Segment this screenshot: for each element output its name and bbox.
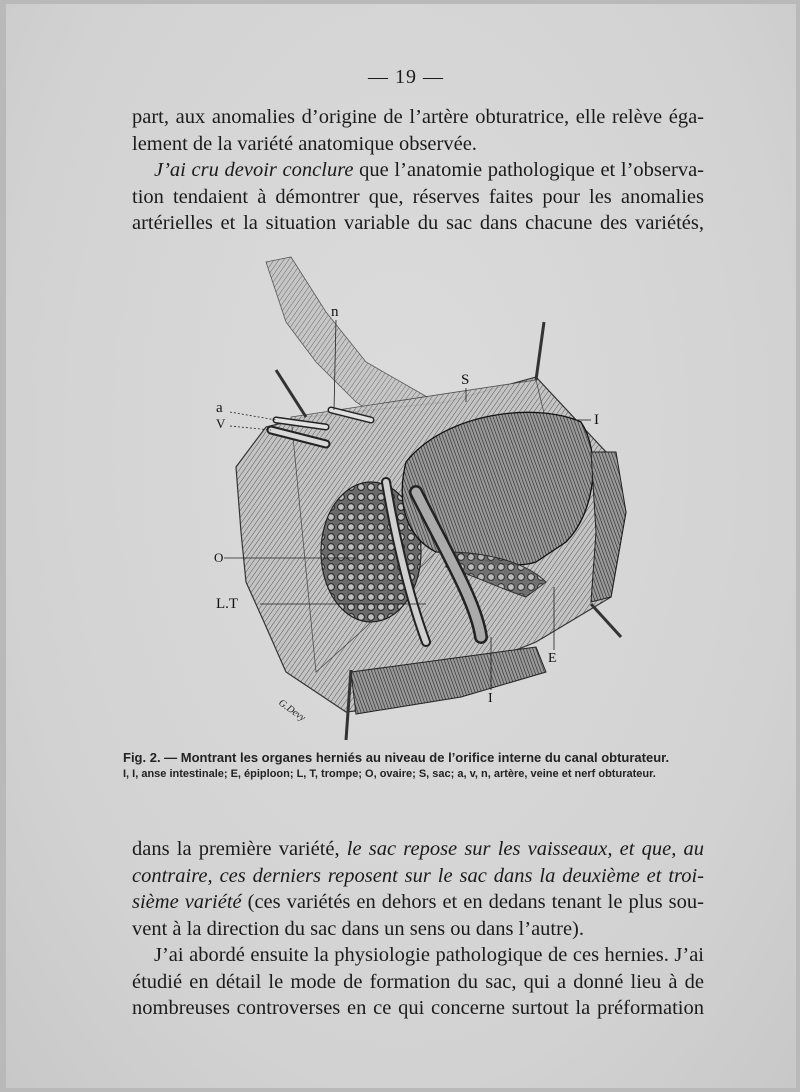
text-line: part, aux anomalies d’origine de l’artère obturatrice, elle relève éga- [132,106,704,128]
text-line [132,157,704,184]
pin [276,370,306,417]
italic-phrase: contraire, ces derniers reposent sur le sac dans la deuxième et troi- [132,864,704,887]
engraver-signature: G.Devy [276,697,308,724]
label-s: S [461,372,470,388]
text-line: artérielles et la situation variable du sac dans chacune des variétés, [132,212,704,234]
label-o: O [214,550,224,565]
label-i-top: I [594,412,599,428]
text-fragment: que l’anatomie pathologique et l’observa- [353,159,705,181]
text-line: vent à la direction du sac dans un sens ou dans l’autre). [132,917,585,940]
text-line [132,889,704,916]
text-line: J’ai abordé ensuite la physiologie pathologique de ces hernies. J’ai [154,944,704,966]
top-paragraph [132,104,704,237]
text-line [132,836,704,863]
figure-caption [123,750,705,782]
bottom-paragraph [132,836,704,1022]
label-a: a [216,400,223,416]
anatomical-illustration [206,252,646,742]
text-fragment: dans la première variété, [132,838,347,860]
book-page [6,4,796,1088]
text-line [132,863,704,890]
label-v: V [216,416,226,431]
label-n: n [331,304,339,320]
label-e: E [548,651,557,666]
abdominal-wall-flap [591,452,626,602]
text-line: étudié en détail le mode de formation du sac, qui a donné lieu à de [132,970,704,993]
pin [591,604,621,637]
italic-phrase: J’ai cru devoir conclure [154,159,354,181]
caption-legend: I, I, anse intestinale; E, épiploon; L, T, trompe; O, ovaire; S, sac; a, v, n, artère, veine et nerf obturateur. [123,768,656,780]
italic-phrase: sième variété [132,891,242,913]
caption-title: Fig. 2. — Montrant les organes herniés au niveau de l’orifice interne du canal obturateur. [123,750,670,765]
label-i-bottom: I [488,691,493,706]
label-lt: L.T [216,596,239,612]
text-line: nombreuses controverses en ce qui concerne surtout la préformation [132,997,704,1019]
italic-phrase: le sac repose sur les vaisseaux, et que, au [346,838,704,860]
text-line: lement de la variété anatomique observée. [132,132,477,155]
text-line: tion tendaient à démontrer que, réserves faites pour les anomalies [132,185,704,208]
text-fragment: (ces variétés en dehors et en dedans tenant le plus sou- [241,891,704,913]
pin [536,322,544,380]
page-number: — 19 — [368,66,444,88]
